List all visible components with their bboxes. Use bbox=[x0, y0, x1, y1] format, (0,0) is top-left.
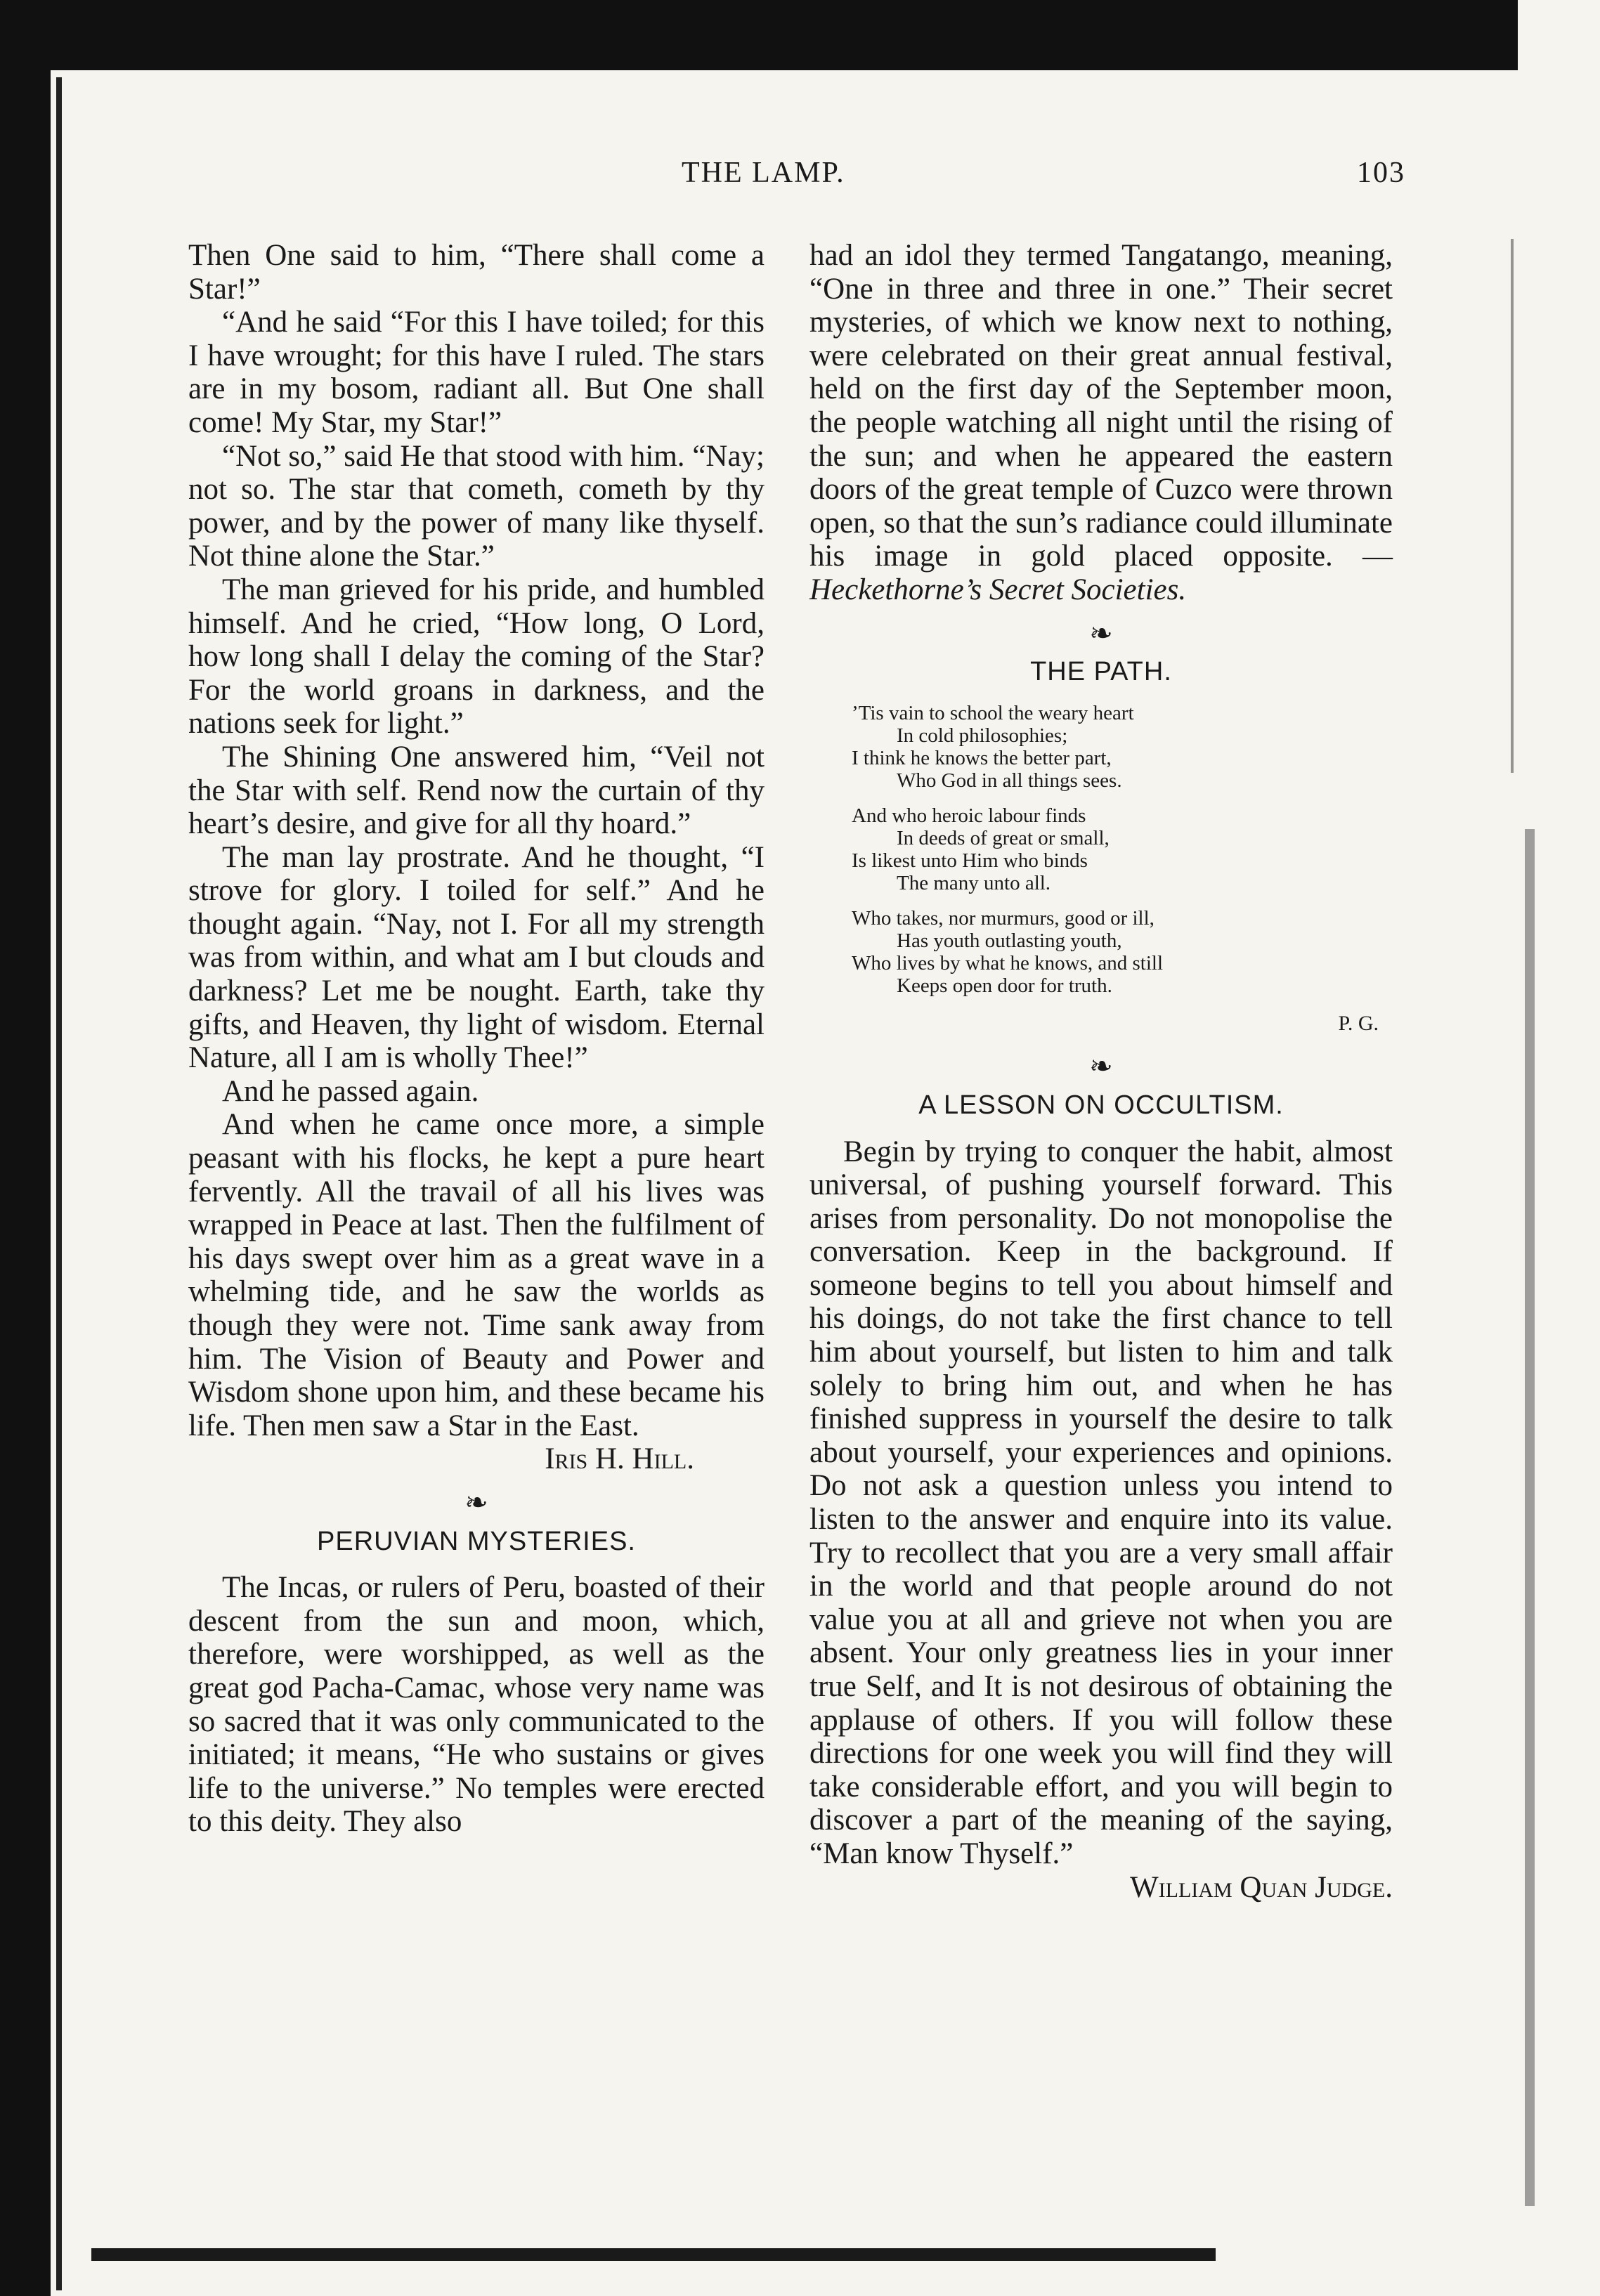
paragraph: “And he said “For this I have toiled; for this I have wrought; for this have I ruled. The stars are in my bosom, radiant all. But One shall come! My Star, my Star!” bbox=[188, 306, 765, 439]
paragraph: And when he came once more, a simple peasant with his flocks, he kept a pure heart fervently. All the travail of all his lives was wrapped in Peace at last. Then the fulfilment of his days swept over him as a great wave in a whelming tide, and he saw the worlds as though they were not. Time sank away from him. The Vision of Beauty and Power and Wisdom shone upon him, and these became his life. Then men saw a Star in the East. bbox=[188, 1108, 765, 1442]
poem-line: The many unto all. bbox=[897, 871, 1051, 894]
scan-right-edge-shadow bbox=[1525, 829, 1535, 2206]
fleuron-ornament-icon: ❧ bbox=[464, 1486, 488, 1518]
poem-line: In cold philosophies; bbox=[897, 724, 1068, 747]
source-citation: Heckethorne’s Secret Societies. bbox=[809, 573, 1187, 606]
essay-heading: A LESSON ON OCCULTISM. bbox=[918, 1090, 1284, 1120]
paragraph: Then One said to him, “There shall come a Star!” bbox=[188, 239, 765, 306]
poem-line: Who God in all things sees. bbox=[897, 769, 1122, 792]
running-title: THE LAMP. bbox=[682, 157, 845, 189]
poem-title: THE PATH. bbox=[1030, 657, 1172, 687]
poem-line: Who lives by what he knows, and still bbox=[852, 951, 1164, 974]
paragraph: The Incas, or rulers of Peru, boasted of their descent from the sun and moon, which, therefore, were worshipped, as well as the great god Pacha-Camac, whose very name was so sacred that it was only communicated to the initiated; it means, “He who sustains or gives life to the universe.” No temples were erected to this deity. They also bbox=[188, 1571, 765, 1839]
page-number: 103 bbox=[1357, 157, 1405, 189]
poem-stanza bbox=[852, 907, 1393, 997]
poem-stanza bbox=[852, 804, 1393, 894]
right-column bbox=[809, 239, 1393, 1904]
poem-line: I think he knows the better part, bbox=[852, 746, 1112, 769]
continuation-text: had an idol they termed Tangatango, meaning, “One in three and three in one.” Their secret mysteries, of which we know next to nothing, were celebrated on their great annual festival, held on the first day of the September moon, the people watching all night until the rising of the sun; and when he appeared the eastern doors of the great temple of Cuzco were thrown open, so that the sun’s radiance could illuminate his image in gold placed opposite. — bbox=[809, 239, 1393, 573]
poem-signature: P. G. bbox=[1338, 1011, 1379, 1035]
poem-line: ’Tis vain to school the weary heart bbox=[852, 701, 1134, 724]
poem bbox=[852, 702, 1393, 997]
paragraph-continuation bbox=[809, 239, 1393, 607]
scan-left-border bbox=[0, 0, 51, 2296]
scan-top-border bbox=[0, 0, 1600, 70]
paragraph: The man grieved for his pride, and humbled himself. And he cried, “How long, O Lord, how long shall I delay the coming of the Star? For the world groans in darkness, and the nations seek for light.” bbox=[188, 573, 765, 741]
poem-line: Has youth outlasting youth, bbox=[897, 929, 1122, 952]
scan-left-rule bbox=[56, 77, 62, 2290]
section-heading: PERUVIAN MYSTERIES. bbox=[317, 1526, 636, 1556]
author-signature: William Quan Judge. bbox=[1130, 1870, 1393, 1904]
paragraph: Begin by trying to conquer the habit, almost universal, of pushing yourself forward. This arises from personality. Do not monopolise the conversation. Keep in the background. If someone begins to tell you about himself and his doings, do not take the first chance to tell him about yourself, but listen to him and talk solely to bring him out, and when he has finished suppress in yourself the desire to talk about yourself, your experiences and opinions. Do not ask a question unless you intend to listen to the answer and enquire into its value. Try to recollect that you are a very small affair in the world and that people around do not value you at all and grieve not when you are absent. Your only greatness lies in your inner true Self, and It is not desirous of obtaining the applause of others. If you will follow these directions for one week you will find they will take considerable effort, and you will begin to discover a part of the meaning of the saying, “Man know Thyself.” bbox=[809, 1135, 1393, 1870]
left-column bbox=[188, 239, 765, 1839]
fleuron-ornament-icon: ❧ bbox=[1089, 617, 1113, 649]
poem-stanza bbox=[852, 702, 1393, 792]
paragraph: And he passed again. bbox=[222, 1074, 479, 1108]
paragraph: The Shining One answered him, “Veil not the Star with self. Rend now the curtain of thy heart’s desire, and give for all thy hoard.” bbox=[188, 740, 765, 841]
author-signature: Iris H. Hill. bbox=[545, 1442, 694, 1476]
paragraph: “Not so,” said He that stood with him. “Nay; not so. The star that cometh, cometh by thy power, and by the power of many like thyself. Not thine alone the Star.” bbox=[188, 439, 765, 573]
scan-right-edge-line bbox=[1511, 239, 1514, 773]
paragraph: The man lay prostrate. And he thought, “I strove for glory. I toiled for self.” And he thought again. “Nay, not I. For all my strength was from within, and what am I but clouds and darkness? Let me be nought. Earth, take thy gifts, and Heaven, thy light of wisdom. Eternal Nature, all I am is wholly Thee!” bbox=[188, 840, 765, 1075]
scan-bottom-rule bbox=[91, 2248, 1216, 2261]
poem-line: And who heroic labour finds bbox=[852, 804, 1086, 827]
page-header bbox=[190, 156, 1405, 198]
poem-line: Is likest unto Him who binds bbox=[852, 849, 1088, 872]
fleuron-ornament-icon: ❧ bbox=[1089, 1050, 1113, 1083]
poem-line: In deeds of great or small, bbox=[897, 826, 1110, 849]
poem-line: Keeps open door for truth. bbox=[897, 974, 1112, 997]
poem-line: Who takes, nor murmurs, good or ill, bbox=[852, 906, 1155, 930]
